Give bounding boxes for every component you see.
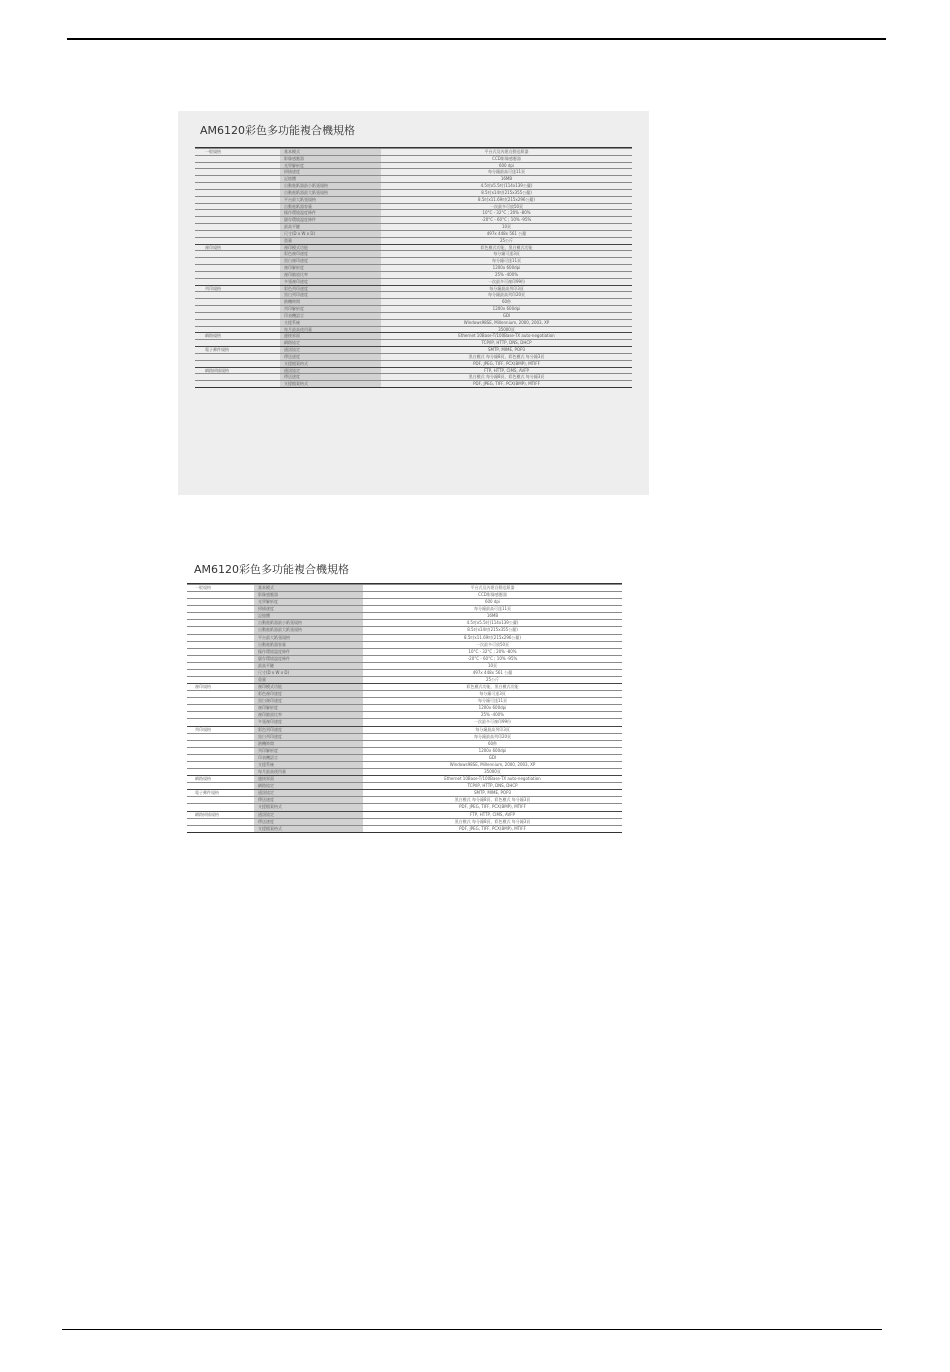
spec-name-cell: 黑白複印速度 [258,698,282,704]
category-cell: 電子郵件規格 [205,347,229,353]
spec-value-cell: 10°C - 32°C ; 20% -80% [482,210,531,216]
spec-sheet-title: AM6120彩色多功能複合機規格 [200,124,356,137]
spec-value-cell: 1200x 600dpi [492,265,521,271]
spec-value-cell: FTP, HTTP, CIMS, AVFP [484,367,529,373]
spec-name-cell: 重量 [258,677,266,683]
spec-name-cell: 掃描速度 [284,169,300,175]
spec-name-cell: 支援系統 [284,319,300,325]
table-row [195,367,632,374]
spec-value-cell: 平台式及內建自動送紙器 [484,149,529,154]
spec-value-cell: 每分鐘可達11頁 [491,258,522,264]
table-row [187,754,622,761]
spec-name-cell: 彩色列印速度 [258,726,282,732]
spec-value-cell: 35000頁 [484,769,501,775]
spec-name-cell: 影像感應器 [284,155,304,161]
spec-name-cell: 複印模式功能 [284,244,308,250]
spec-name-cell: 平台最大紙張規格 [258,634,290,640]
spec-value-cell: 10頁 [487,662,498,668]
spec-name-cell: 記憶體 [258,613,270,619]
table-row [195,278,632,285]
table-row [195,168,632,175]
spec-name-cell: 支援檔案格式 [284,381,308,387]
category-cell: 網路掃描規格 [195,811,219,817]
spec-value-cell: 一次最多可放50頁 [489,203,524,209]
spec-name-cell: 每月最高使用量 [284,326,312,332]
spec-name-cell: 通訊協定 [258,811,274,817]
table-row [187,818,622,825]
table-row [187,704,622,711]
spec-value-cell: 1200x 600dpi [478,747,507,753]
spec-name-cell: 儲存環境溫度條件 [284,217,316,223]
spec-value-cell: 8.5吋x11.69吋(215x296公釐) [464,634,521,640]
spec-name-cell: 支援系統 [258,761,274,767]
table-row [187,718,622,725]
spec-value-cell: 16MB [486,613,499,619]
spec-name-cell: 掃描速度 [258,606,274,612]
table-row [195,264,632,271]
spec-name-cell: 多張複印速度 [284,278,308,284]
spec-value-cell: 497x 448x 561 公釐 [472,669,513,675]
spec-value-cell: 一次最多可複印99份 [487,278,526,284]
spec-value-cell: 25公斤 [499,237,514,243]
spec-name-cell: 黑白列印速度 [258,733,282,739]
table-row [187,697,622,704]
table-row [195,175,632,182]
table-row [187,789,622,796]
table-row [187,598,622,605]
table-row [187,626,622,633]
table-row [195,155,632,162]
spec-name-cell: 複印模式功能 [258,684,282,690]
spec-value-cell: 8.5吋x14吋(215x355公釐) [481,189,532,195]
category-cell [187,826,254,832]
category-cell: 列印規格 [205,285,221,291]
spec-name-cell: 列印解析度 [284,306,304,312]
spec-value-cell: 60秒 [487,740,498,746]
spec-sheet-title: AM6120彩色多功能複合機規格 [194,563,350,576]
spec-value-cell: 一次最多可複印99份 [473,719,512,725]
spec-value-cell: -20°C - 60°C ; 10% -95% [467,655,518,661]
table-row [195,332,632,339]
spec-name-cell: 黑白複印速度 [284,258,308,264]
spec-name-cell: 通訊協定 [284,367,300,373]
spec-name-cell: 記憶體 [284,176,296,182]
spec-value-cell: 每分鐘最高列印20頁 [487,292,526,298]
spec-name-cell: 最高平鏈 [258,662,274,668]
spec-value-cell: SMTP, MIME, POP3 [473,790,512,796]
spec-value-cell: 黑白模式 每分鐘8頁，彩色模式 每分鐘3頁 [468,353,545,359]
spec-value-cell: 600 dpi [484,599,501,605]
spec-value-cell: GDI [488,754,497,760]
table-row [187,733,622,740]
table-row [195,346,632,353]
table-row [195,319,632,326]
spec-value-cell: 平台式及內建自動送紙器 [470,585,515,590]
spec-name-cell: 傳送速度 [284,353,300,359]
spec-name-cell: 複印縮放比率 [258,712,282,718]
spec-name-cell: 支援檔案格式 [284,360,308,366]
table-row [187,612,622,619]
spec-value-cell: 每分鐘可達11頁 [477,698,508,704]
table-row [195,203,632,210]
spec-name-cell: 尺寸(D x W x D) [258,669,290,675]
spec-value-cell: 600 dpi [498,162,515,168]
table-row [187,584,622,591]
spec-table [187,583,622,833]
spec-name-cell: 通訊協定 [284,347,300,353]
spec-value-cell: -20°C - 60°C ; 10% -95% [481,217,532,223]
table-row [187,803,622,810]
table-row [195,271,632,278]
spec-name-cell: 最高平鏈 [284,224,300,230]
spec-value-cell: TCP/IP, HTTP, DNS, DHCP [481,340,532,346]
spec-value-cell: 一次最多可放50頁 [475,641,510,647]
spec-value-cell: 每分鐘最高可達11頁 [473,606,512,612]
table-row [187,825,622,832]
spec-name-cell: 複印解析度 [284,265,304,271]
spec-value-cell: 35000頁 [498,326,515,332]
scanned-spec-sheet-gray [178,111,649,495]
spec-name-cell: 複印解析度 [258,705,278,711]
table-row [195,196,632,203]
table-row [195,189,632,196]
spec-value-cell: 彩色模式功能，黑白模式功能 [480,244,533,250]
table-row [195,285,632,292]
spec-value-cell: 25% -400% [494,271,519,277]
spec-name-cell: 印表機語言 [284,312,304,318]
spec-name-cell: 彩色複印速度 [284,251,308,257]
spec-name-cell: 網路協定 [284,340,300,346]
footer-rule [62,1329,882,1330]
table-row [187,655,622,662]
spec-name-cell: 每月最高使用量 [258,769,286,775]
spec-value-cell: TCP/IP, HTTP, DNS, DHCP [467,783,518,789]
spec-name-cell: 傳送速度 [284,374,300,380]
spec-name-cell: 多張複印速度 [258,719,282,725]
table-row [187,711,622,718]
spec-value-cell: 25公斤 [485,677,500,683]
table-row [195,209,632,216]
spec-value-cell: Ethernet 10Base-T/100Base-TX auto-negotiation [444,776,541,782]
spec-value-cell: 每分鐘可達3頁 [493,251,520,257]
table-row [187,662,622,669]
table-row [195,162,632,169]
spec-value-cell: 每分鐘最高列印3頁 [489,285,524,291]
category-cell: 電子郵件規格 [195,790,219,796]
spec-name-cell: 自動進紙器最小紙張規格 [258,620,302,626]
spec-value-cell: 每分鐘最高列印3頁 [475,726,510,732]
spec-name-cell: 自動進紙器最大紙張規格 [284,189,328,195]
table-row [187,683,622,690]
category-cell: 複印規格 [195,684,211,690]
spec-value-cell: 黑白模式 每分鐘8頁，彩色模式 每分鐘3頁 [454,818,531,824]
spec-name-cell: 黑白列印速度 [284,292,308,298]
table-row [195,244,632,251]
table-row [195,305,632,312]
spec-name-cell: 儲存環境溫度條件 [258,655,290,661]
spec-value-cell: PDF, JPEG, TIFF, PCX(BMP), MTIFF [473,381,540,387]
spec-name-cell: 操作環境溫度條件 [284,210,316,216]
table-row [187,811,622,818]
spec-name-cell: 連接界面 [284,333,300,339]
spec-value-cell: 黑白模式 每分鐘8頁，彩色模式 每分鐘3頁 [454,797,531,803]
spec-value-cell: PDF, JPEG, TIFF, PCX(BMP), MTIFF [459,825,526,831]
spec-name-cell: 熱機時間 [258,740,274,746]
scanned-spec-sheet-white [184,549,632,936]
spec-name-cell: 支援檔案格式 [258,804,282,810]
spec-name-cell: 尺寸(D x W x D) [284,230,316,236]
spec-value-cell: Windows98SE, Millennium, 2000, 2003, XP [463,319,550,325]
table-row [195,148,632,155]
spec-value-cell: 10°C - 32°C ; 20% -80% [468,648,517,654]
category-cell: 網路掃描規格 [205,367,229,373]
spec-value-cell: 每分鐘最高列印20頁 [473,733,512,739]
table-row [195,182,632,189]
spec-value-cell: 每分鐘可達3頁 [479,691,506,697]
table-row [195,237,632,244]
spec-value-cell: 16MB [500,176,513,182]
table-row [195,373,632,380]
spec-name-cell: 列印解析度 [258,747,278,753]
category-cell: 網路規格 [205,333,221,339]
spec-name-cell: 自動進紙器容量 [284,203,312,209]
table-row [195,326,632,333]
table-row [187,796,622,803]
spec-name-cell: 基本模式 [284,149,300,154]
spec-value-cell: CCD影像感應器 [478,592,507,598]
table-row [187,591,622,598]
spec-name-cell: 光學解析度 [258,599,278,605]
spec-name-cell: 熱機時間 [284,299,300,305]
category-cell: 一般規格 [205,149,221,154]
table-row [187,782,622,789]
header-rule [67,38,886,40]
spec-value-cell: PDF, JPEG, TIFF, PCX(BMP), MTIFF [459,804,526,810]
spec-name-cell: 印表機語言 [258,754,278,760]
spec-value-cell: 黑白模式 每分鐘8頁，彩色模式 每分鐘3頁 [468,374,545,380]
table-row [187,768,622,775]
spec-name-cell: 連接界面 [258,776,274,782]
spec-value-cell: FTP, HTTP, CIMS, AVFP [470,811,515,817]
table-row [195,230,632,237]
spec-name-cell: 重量 [284,237,292,243]
spec-name-cell: 自動進紙器最大紙張規格 [258,627,302,633]
table-row [187,747,622,754]
spec-name-cell: 影像感應器 [258,592,278,598]
spec-value-cell: 1200x 600dpi [492,306,521,312]
spec-value-cell: 1200x 600dpi [478,705,507,711]
spec-value-cell: Windows98SE, Millennium, 2000, 2003, XP [449,761,536,767]
spec-value-cell: CCD影像感應器 [492,155,521,161]
table-row [195,339,632,346]
table-row [187,641,622,648]
spec-name-cell: 複印縮放比率 [284,271,308,277]
spec-value-cell: 8.5吋x14吋(215x355公釐) [467,627,518,633]
table-row [187,676,622,683]
spec-value-cell: 8.5吋x11.69吋(215x296公釐) [478,196,535,202]
table-row [187,619,622,626]
spec-name-cell: 自動進紙器容量 [258,641,286,647]
spec-value-cell: 25% -400% [480,712,505,718]
spec-value-cell: Ethernet 10Base-T/100Base-TX auto-negotiation [458,333,555,339]
spec-name-cell: 通訊協定 [258,790,274,796]
spec-name-cell: 傳送速度 [258,818,274,824]
table-row [187,726,622,733]
spec-value-cell: 彩色模式功能，黑白模式功能 [466,684,519,690]
table-row [187,775,622,782]
table-row [195,223,632,230]
table-row [195,257,632,264]
spec-name-cell: 彩色列印速度 [284,285,308,291]
table-row [195,298,632,305]
table-row [195,353,632,360]
spec-value-cell: SMTP, MIME, POP3 [487,347,526,353]
table-row [195,360,632,367]
category-cell: 複印規格 [205,244,221,250]
table-row [195,216,632,223]
spec-value-cell: 4.5吋x5.5吋(114x139公釐) [466,620,519,626]
category-cell [195,381,280,387]
table-row [195,380,632,387]
spec-name-cell: 彩色複印速度 [258,691,282,697]
spec-value-cell: 60秒 [501,299,512,305]
table-row [187,669,622,676]
spec-value-cell: 497x 448x 561 公釐 [486,230,527,236]
table-row [195,250,632,257]
category-cell: 網路規格 [195,776,211,782]
table-row [195,312,632,319]
table-row [187,648,622,655]
spec-value-cell: PDF, JPEG, TIFF, PCX(BMP), MTIFF [473,360,540,366]
spec-name-cell: 平台最大紙張規格 [284,196,316,202]
table-row [187,690,622,697]
table-row [187,634,622,641]
spec-name-cell: 支援檔案格式 [258,825,282,831]
category-cell: 一般規格 [195,585,211,590]
spec-name-cell: 自動進紙器最小紙張規格 [284,183,328,189]
table-row [187,740,622,747]
spec-name-cell: 光學解析度 [284,162,304,168]
spec-name-cell: 基本模式 [258,585,274,590]
spec-value-cell: 每分鐘最高可達11頁 [487,169,526,175]
spec-table [195,147,632,388]
spec-value-cell: GDI [502,312,511,318]
category-cell: 列印規格 [195,726,211,732]
spec-name-cell: 傳送速度 [258,797,274,803]
table-row [187,605,622,612]
table-row [195,291,632,298]
spec-name-cell: 操作環境溫度條件 [258,648,290,654]
spec-name-cell: 網路協定 [258,783,274,789]
table-row [187,761,622,768]
spec-value-cell: 4.5吋x5.5吋(114x139公釐) [480,183,533,189]
spec-value-cell: 10頁 [501,224,512,230]
